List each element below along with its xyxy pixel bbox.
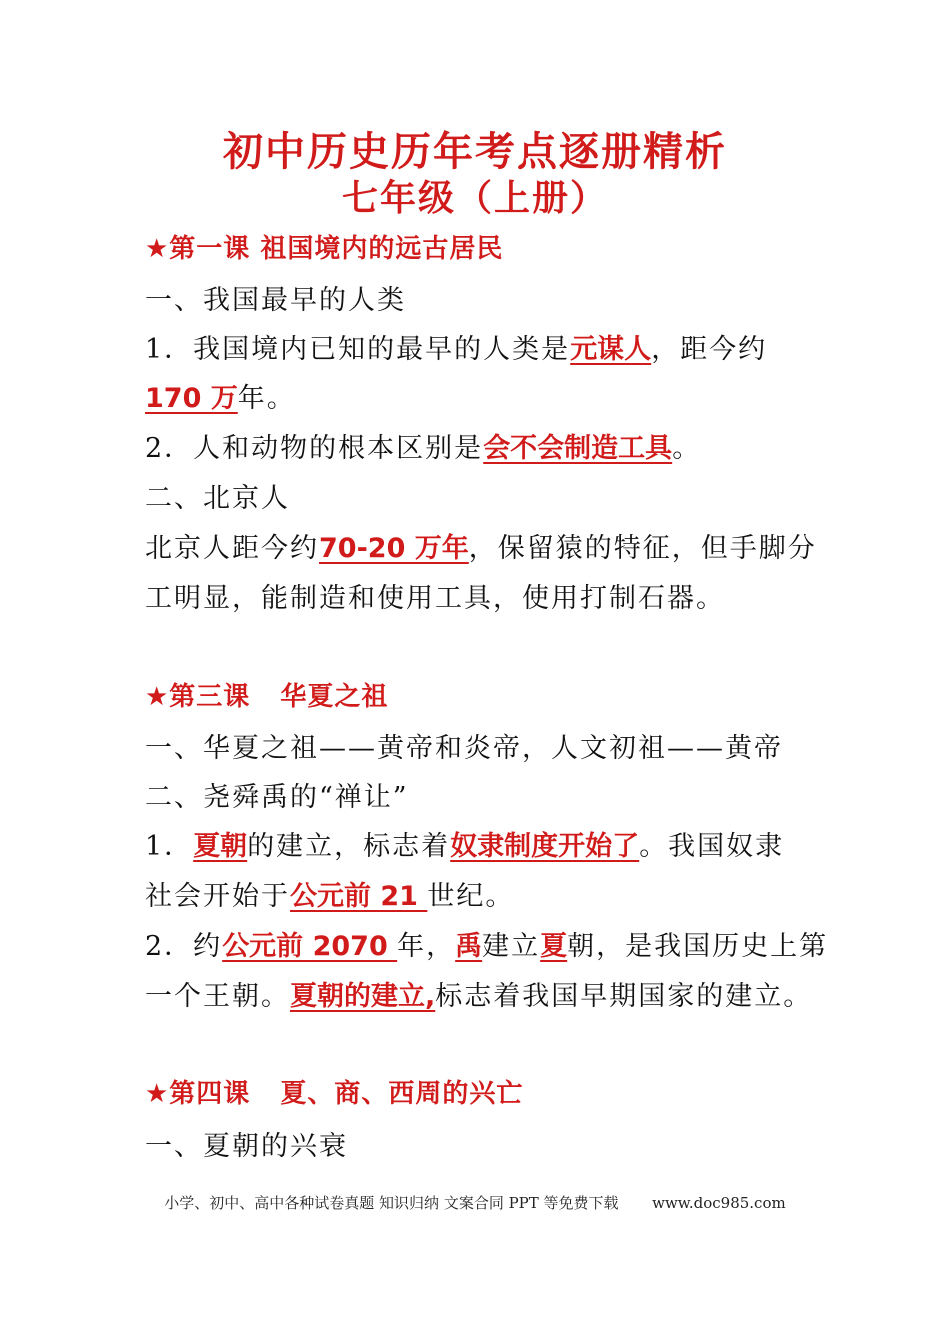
- key-term: 70-20 万年: [319, 533, 469, 564]
- lesson1-section2: 二、北京人: [145, 483, 290, 514]
- text: ，保留猿的特征，但手脚分: [468, 533, 817, 564]
- key-term: 奴隶制度开始了: [450, 831, 640, 862]
- lesson1-para2: [145, 426, 701, 465]
- text: ，距今约: [651, 334, 768, 365]
- text: 一个王朝。: [145, 981, 290, 1012]
- text: 1．: [145, 831, 194, 862]
- footer-text: 小学、初中、高中各种试卷真题 知识归纳 文案合同 PPT 等免费下载: [164, 1194, 619, 1212]
- key-term: 公元前 21: [290, 881, 428, 912]
- lesson3-para2-line2: [145, 974, 812, 1013]
- page-title: 初中历史历年考点逐册精析: [223, 129, 727, 175]
- text: 1．我国境内已知的最早的人类是: [145, 334, 571, 365]
- lesson1-para1-line2: [145, 376, 296, 415]
- text: 朝，是我国历史上第: [567, 931, 829, 962]
- lesson1-section1: 一、我国最早的人类: [145, 285, 406, 316]
- text: 建立: [482, 931, 541, 962]
- key-term: 夏朝的建立,: [290, 981, 436, 1012]
- text: 世纪。: [427, 881, 515, 912]
- footer-url[interactable]: www.doc985.com: [652, 1194, 786, 1212]
- text: 北京人距今约: [145, 533, 319, 564]
- key-term: 170 万: [145, 383, 238, 414]
- lesson3-para2-line1: [145, 924, 828, 963]
- lesson4-section1: 一、夏朝的兴衰: [145, 1131, 348, 1162]
- text: 。: [672, 433, 702, 464]
- lesson3-section1: 一、华夏之祖——黄帝和炎帝，人文初祖——黄帝: [145, 733, 783, 764]
- lesson3-para1-line2: [145, 874, 514, 913]
- text: 标志着我国早期国家的建立。: [435, 981, 813, 1012]
- text: 。我国奴隶: [639, 831, 785, 862]
- lesson1-para3-line2: 工明显，能制造和使用工具，使用打制石器。: [145, 583, 725, 614]
- lesson3-para1-line1: [145, 824, 784, 863]
- key-term: 公元前 2070: [222, 931, 398, 962]
- key-term: 会不会制造工具: [483, 433, 673, 464]
- lesson4-heading: [145, 1073, 523, 1110]
- lesson3-section2: 二、尧舜禹的“禅让”: [145, 782, 409, 813]
- lesson1-para1-line1: [145, 327, 767, 366]
- text: 2．人和动物的根本区别是: [145, 433, 484, 464]
- footer: [0, 1192, 950, 1213]
- lesson-number: ★第四课: [145, 1079, 251, 1109]
- lesson-number: ★第三课: [145, 682, 251, 712]
- text: 社会开始于: [145, 881, 290, 912]
- key-term: 夏: [540, 931, 568, 962]
- text: 年。: [237, 383, 296, 414]
- text: 的建立，标志着: [247, 831, 451, 862]
- key-term: 禹: [455, 931, 483, 962]
- key-term: 夏朝: [193, 831, 248, 862]
- lesson1-para3-line1: [145, 526, 817, 565]
- text: 2．约: [145, 931, 223, 962]
- lesson3-heading: [145, 676, 388, 713]
- lesson-title: 夏、商、西周的兴亡: [280, 1079, 524, 1109]
- key-term: 元谋人: [570, 334, 652, 365]
- page-subtitle: 七年级（上册）: [341, 178, 608, 219]
- text: 年，: [397, 931, 456, 962]
- lesson-title: 华夏之祖: [280, 682, 389, 712]
- lesson1-heading: ★第一课 祖国境内的远古居民: [145, 234, 504, 264]
